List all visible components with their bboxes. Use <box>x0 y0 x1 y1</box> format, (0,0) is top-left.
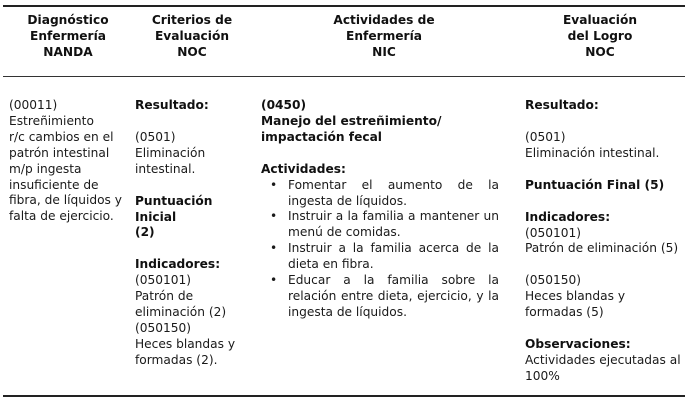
observaciones-label: Observaciones: <box>525 337 631 352</box>
actividades-label: Actividades: <box>261 161 346 176</box>
indicador-text: Patrón de eliminación (5) <box>525 241 679 256</box>
diagnostico-line: fibra, de líquidos y <box>9 193 122 208</box>
indicadores-label: Indicadores: <box>135 257 221 272</box>
nic-title: Manejo del estreñimiento/ <box>261 113 442 128</box>
diagnostico-line: m/p ingesta <box>9 161 82 176</box>
header-criterios: Criterios de Evaluación NOC <box>151 13 233 59</box>
observaciones-text: Actividades ejecutadas al <box>525 352 681 367</box>
diagnostico-line: patrón intestinal <box>9 145 110 160</box>
header-actividades: Actividades de Enfermería NIC <box>333 13 435 59</box>
indicador-text: formadas (2). <box>135 352 218 367</box>
indicador-code: (050101) <box>135 273 192 288</box>
indicadores-label: Indicadores: <box>525 209 611 224</box>
diagnostico-line: r/c cambios en el <box>9 129 114 144</box>
diagnostico-line: falta de ejercicio. <box>9 209 114 224</box>
observaciones-text: 100% <box>525 368 560 383</box>
actividades-cell <box>261 98 499 321</box>
indicador-text: eliminación (2) <box>135 305 227 320</box>
indicador-code: (050150) <box>525 273 582 288</box>
indicador-code: (050150) <box>135 320 192 335</box>
resultado-text: intestinal. <box>135 161 196 176</box>
puntuacion-inicial: Puntuación Inicial <box>135 193 213 224</box>
diagnostico-line: insuficiente de <box>9 177 99 192</box>
indicador-text: formadas (5) <box>525 305 604 320</box>
list-item: • Instruir a la familia acerca de la dieta en fibra. <box>261 241 499 273</box>
resultado-label: Resultado: <box>135 98 209 112</box>
header-evaluacion: Evaluación del Logro NOC <box>562 13 638 59</box>
diagnostico-cell <box>9 98 127 225</box>
resultado-text: Eliminación intestinal. <box>525 145 660 160</box>
header-divider-rule <box>3 76 685 77</box>
table-bottom-rule <box>3 395 685 397</box>
list-item: • Fomentar el aumento de la ingesta de líquidos. <box>261 178 499 210</box>
nic-title: impactación fecal <box>261 129 382 144</box>
resultado-code: (0501) <box>135 129 176 144</box>
resultado-code: (0501) <box>525 129 566 144</box>
list-item: • Educar a la familia sobre la relación entre dieta, ejercicio, y la ingesta de líquidos. <box>261 273 499 321</box>
puntuacion-final: Puntuación Final (5) <box>525 177 665 192</box>
indicador-text: Patrón de <box>135 289 194 304</box>
indicador-text: Heces blandas y <box>525 289 626 304</box>
indicador-code: (050101) <box>525 225 582 240</box>
resultado-text: Eliminación <box>135 145 206 160</box>
indicador-text: Heces blandas y <box>135 336 236 351</box>
list-item: • Instruir a la familia a mantener un menú de comidas. <box>261 209 499 241</box>
diagnostico-line: Estreñimiento <box>9 113 94 128</box>
evaluacion-cell <box>525 98 685 385</box>
nic-code: (0450) <box>261 98 307 112</box>
puntuacion-inicial-value: (2) <box>135 225 155 240</box>
resultado-label: Resultado: <box>525 98 599 112</box>
actividades-list <box>261 178 499 321</box>
table-top-rule <box>3 5 685 7</box>
header-diagnostico: Diagnóstico Enfermería NANDA <box>27 13 109 59</box>
diagnostico-code: (00011) <box>9 98 58 112</box>
criterios-cell <box>135 98 253 369</box>
